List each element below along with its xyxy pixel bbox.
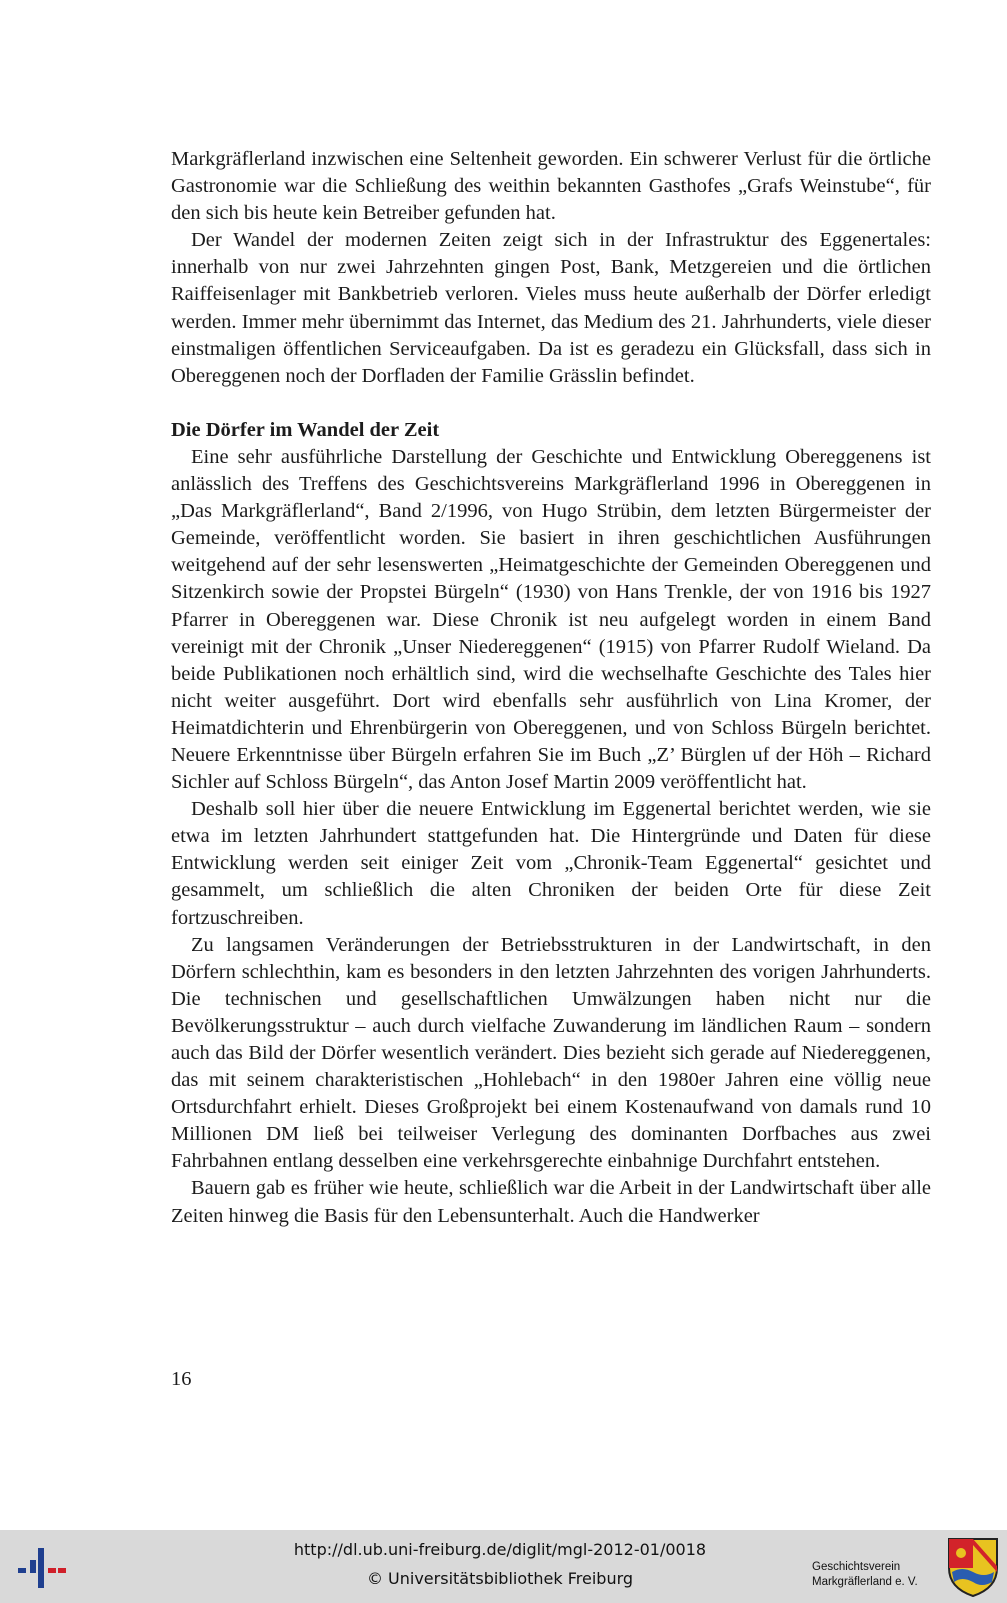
paragraph: Zu langsamen Veränderungen der Betriebsstrukturen in der Landwirtschaft, in den Dörfern schlechthin, kam es besonders in den letzten Jahrzehnten des vorigen Jahrhunderts. Die technischen und gesellschaftlichen Umwälzungen haben nicht nur die Bevölkerungsstruktur – auch durch vielfache Zuwanderung im ländlichen Raum – sondern auch das Bild der Dörfer wesentlich verändert. Dies bezieht sich gerade auf Niedereggenen, das mit seinem charakteristischen „Hohlebach“ in den 1980er Jahren eine völlig neue Ortsdurchfahrt erhielt. Dieses Großprojekt bei einem Kostenaufwand von damals rund 10 Millionen DM ließ bei teilweiser Verlegung des dominanten Dorfbaches aus zwei Fahrbahnen entlang desselben eine verkehrsgerechte einbahnige Durchfahrt entstehen. xyxy=(171,933,931,1173)
society-line: Geschichtsverein xyxy=(812,1561,901,1573)
copyright-text: © Universitätsbibliothek Freiburg xyxy=(366,1569,634,1588)
footer-bar xyxy=(0,1530,1007,1603)
text-block xyxy=(171,146,931,1230)
ub-freiburg-logo-icon[interactable] xyxy=(14,1540,68,1594)
paragraph: Der Wandel der modernen Zeiten zeigt sich in der Infrastruktur des Eggenertales: innerhalb von nur zwei Jahrzehnten gingen Post, Bank, Metzgereien und die örtlichen Raiffeisenlager mit Bankbetrieb verloren. Vieles muss heute außerhalb der Dörfer erledigt werden. Immer mehr übernimmt das Internet, das Medium des 21. Jahrhunderts, viele dieser einstmaligen öffentlichen Serviceaufgaben. Da ist es geradezu ein Glücksfall, dass sich in Obereggenen noch der Dorfladen der Familie Grässlin befindet. xyxy=(171,229,931,387)
document-url-link[interactable]: http://dl.ub.uni-freiburg.de/diglit/mgl-2012-01/0018 xyxy=(293,1540,707,1559)
coat-of-arms-icon xyxy=(946,1536,1000,1598)
society-line: Markgräflerland e. V. xyxy=(812,1576,918,1588)
paragraph: Eine sehr ausführliche Darstellung der Geschichte und Entwicklung Obereggenens ist anlässlich des Treffens des Geschichtsvereins Markgräflerland 1996 in Obereggenen in „Das Markgräflerland“, Band 2/1996, von Hugo Strübin, dem letzten Bürgermeister der Gemeinde, veröffentlicht worden. Sie basiert in ihren geschichtlichen Ausführungen weitgehend auf der sehr lesenswerten „Heimatgeschichte der Gemeinden Obereggenen und Sitzenkirch sowie der Propstei Bürgeln“ (1930) von Hans Trenkle, der von 1916 bis 1927 Pfarrer in Obereggenen war. Diese Chronik ist neu aufgelegt worden in einem Band vereinigt mit der Chronik „Unser Niedereggenen“ (1915) von Pfarrer Rudolf Wieland. Da beide Publikationen noch erhältlich sind, wird die wechselhafte Geschichte des Tales hier nicht weiter ausgeführt. Dort wird ebenfalls sehr ausführlich von Lina Kromer, der Heimatdichterin und Ehrenbürgerin von Obereggenen, und von Schloss Bürgeln berichtet. Neuere Erkenntnisse über Bürgeln erfahren Sie im Buch „Z’ Bürglen uf der Höh – Richard Sichler auf Schloss Bürgeln“, das Anton Josef Martin 2009 veröffentlicht hat. xyxy=(171,445,931,794)
section-heading: Die Dörfer im Wandel der Zeit xyxy=(171,418,440,441)
paragraph: Deshalb soll hier über die neuere Entwicklung im Eggenertal berichtet werden, wie sie etwa im letzten Jahrhundert stattgefunden hat. Die Hintergründe und Daten für diese Entwicklung werden seit einiger Zeit vom „Chronik-Team Eggenertal“ gesichtet und gesammelt, um schließlich die alten Chroniken der beiden Orte für diese Zeit fortzuschreiben. xyxy=(171,798,931,929)
paragraph: Bauern gab es früher wie heute, schließlich war die Arbeit in der Landwirtschaft über alle Zeiten hinweg die Basis für den Lebensunterhalt. Auch die Handwerker xyxy=(171,1177,931,1227)
paragraph: Markgräflerland inzwischen eine Seltenheit geworden. Ein schwerer Verlust für die örtliche Gastronomie war die Schließung des weithin bekannten Gasthofes „Grafs Weinstube“, für den sich bis heute kein Betreiber gefunden hat. xyxy=(171,148,931,225)
page-number: 16 xyxy=(171,1368,192,1390)
society-name xyxy=(812,1560,942,1590)
